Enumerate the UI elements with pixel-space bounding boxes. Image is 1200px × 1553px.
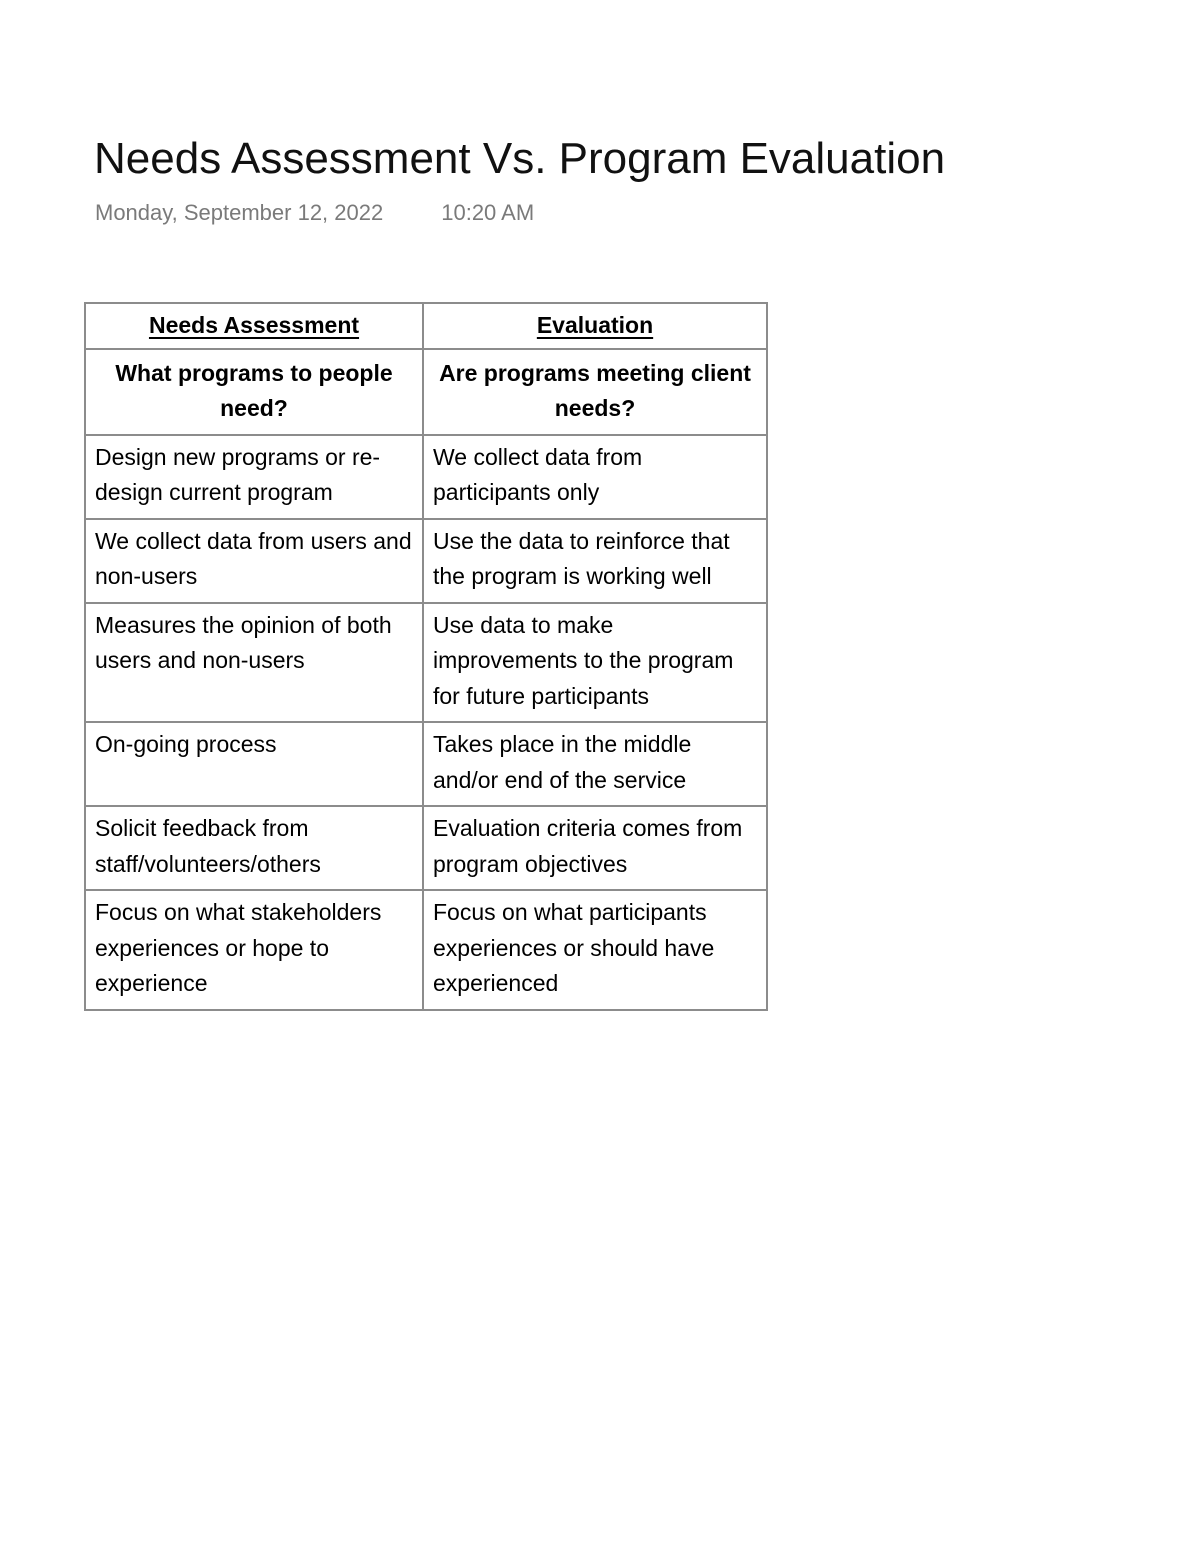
table-cell-needs-assessment: Measures the opinion of both users and non-users bbox=[85, 603, 423, 723]
page-metadata bbox=[95, 198, 534, 228]
table-cell-needs-assessment: Focus on what stakeholders experiences or hope to experience bbox=[85, 890, 423, 1010]
question-evaluation: Are programs meeting client needs? bbox=[423, 349, 767, 435]
table-cell-evaluation: Use the data to reinforce that the program is working well bbox=[423, 519, 767, 603]
table-row bbox=[85, 890, 767, 1010]
table-cell-evaluation: Evaluation criteria comes from program objectives bbox=[423, 806, 767, 890]
question-needs-assessment: What programs to people need? bbox=[85, 349, 423, 435]
table-row bbox=[85, 435, 767, 519]
table-cell-needs-assessment: We collect data from users and non-users bbox=[85, 519, 423, 603]
table-cell-needs-assessment: On-going process bbox=[85, 722, 423, 806]
header-row bbox=[85, 303, 767, 349]
page-title: Needs Assessment Vs. Program Evaluation bbox=[94, 134, 946, 183]
table-row bbox=[85, 722, 767, 806]
table-cell-evaluation: Focus on what participants experiences or should have experienced bbox=[423, 890, 767, 1010]
column-header-evaluation: Evaluation bbox=[423, 303, 767, 349]
table-cell-evaluation: Takes place in the middle and/or end of the service bbox=[423, 722, 767, 806]
table-cell-evaluation: We collect data from participants only bbox=[423, 435, 767, 519]
table-cell-needs-assessment: Design new programs or re-design current program bbox=[85, 435, 423, 519]
page-time: 10:20 AM bbox=[441, 200, 535, 225]
table-row bbox=[85, 603, 767, 723]
question-row bbox=[85, 349, 767, 435]
table-row bbox=[85, 519, 767, 603]
page-date: Monday, September 12, 2022 bbox=[95, 200, 384, 225]
table-cell-needs-assessment: Solicit feedback from staff/volunteers/others bbox=[85, 806, 423, 890]
column-header-needs-assessment: Needs Assessment bbox=[85, 303, 423, 349]
table-row bbox=[85, 806, 767, 890]
table-cell-evaluation: Use data to make improvements to the program for future participants bbox=[423, 603, 767, 723]
comparison-table bbox=[84, 302, 768, 1011]
